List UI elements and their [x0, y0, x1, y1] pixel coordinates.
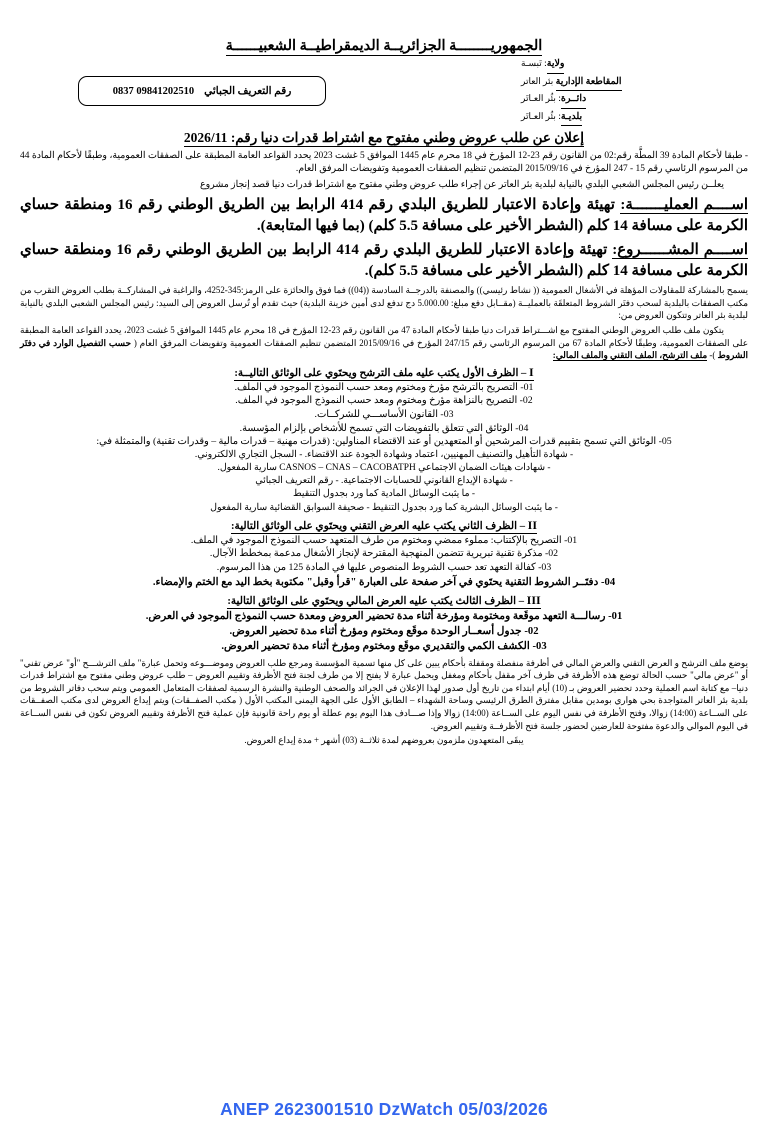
- list-item: 01- التصريح بالإكتتاب: مملوء ممضي ومختوم من طرف المتعهد حسب النموذج الموجود في الملف.: [190, 534, 578, 546]
- envelope-3-heading: [20, 593, 748, 608]
- list-item: 02- مذكرة تقنية تبريرية تتضمن المنهجية المقترحة لإنجاز الأشغال مدعمة بمخطط الآجال.: [209, 548, 559, 560]
- admin-sep-wilaya: :: [544, 59, 547, 69]
- list-item: 01- التصريح بالترشح مؤرخ ومختوم ومعد حسب النموذج الموجود في الملف.: [234, 381, 534, 393]
- list-item: 03- الكشف الكمي والتقديري موقَع ومختوم ومؤرخ أثناء مدة تحضير العروض.: [221, 640, 547, 652]
- envelope-2-document-list: [20, 534, 748, 590]
- envelope-3-roman: III: [526, 592, 541, 607]
- admin-key-daira: دائــرة: [561, 92, 586, 109]
- tax-id-label: رقم التعريف الجبائي: [204, 86, 292, 97]
- admin-line-wilaya: [521, 56, 736, 74]
- eligibility-paragraph: يسمح بالمشاركة للمقاولات المؤهلة في الأشغال العمومية (( نشاط رئيسي)) والمصنفة بالدرجــة السادسة ((04)) فما فوق والحائزة على الرمز:345-4252، والراغبة في المشاركــة بطلب العروض التقرب من مكتب الصفقات بالبلدية لسحب دفتَر الشروط المتعلقَة بالعمليــة (مقــابل دفع مبلغ: 5.000.00 دج تدفع لدى أمين خزينة البلدية) حيث تقدم أو تُرسل العروض إلى السيد: رئيس المجلس الشعبي البلدي بالنيابة لبلدية بئر العاتر وتتكون العروض من:: [20, 285, 749, 321]
- admin-line-daira: [521, 91, 736, 109]
- submission-instructions-paragraph: يوضع ملف الترشح و العرض التقني والعرض المالي في أظرفة منفصلة ومقفلة بأحكام يبين على كل منها تسمية المؤسسة ومرجع طلب العروض وموضـــوعه وتحمل عبارة" ملف الترشـــح "أو" عرض تقني" أو "عرض مالي" حسب الحالة توضع هذه الأظرفة في ظرف آخر مقفل بأحكام ومغفل ويحمل عبارة لا يفتح إلا من طرف لجنة فتح الأظرفة وتقييم العروض – طلب عروض وطني مفتوح مع اشتراط قدرات دنيا– مع كتابة اسم العملية وحدد تحضير العروض بـ (10) أيام ابتداء من تاريخ أول صدور لهذا الإعلان في الجرائد والصحف الوطنية والنشرة الرسمية لصفقات المتعامل العمومي ويتم سحب دفاتر الشروط من بلدية بئر العاتر المتواجدة بحي هواري بومدين مقابل مفترق الطرق الرئيسي وساحة الشهداء – الطابق الأول على الجهة اليمنى المكتب الأول ( مكتب الصفــقات) ويتم إيداع العروض لدى مكتب الصفــقات على الســاعة (14:00) زوالا، وفتح الأظرفة في نفس اليوم على الســاعة (14:00) زوالا وإذا صـــادف هذا اليوم يوم عطلة أو يوم راحة قانونية فإن عملية فتح الأظرفة وتقييم العروض تكون في نفس الســاعة في اليوم الموالي والدعوة مفتوحة للعارضين لحضور جلسة فتح الأظرفــة وتقييم العروض.: [20, 657, 749, 731]
- list-item: 03- كفالة التعهد تعد حسب الشروط المنصوص عليها في المادة 125 من هذا المرسوم.: [216, 561, 552, 573]
- announcement-headline: [20, 130, 748, 146]
- operation-name-label: اســــم العمليـــــــة:: [620, 197, 748, 214]
- list-item: - شهادات هيئات الضمان الاجتماعي CASNOS – CNAS – CACOBATPH سارية المفعول.: [217, 462, 551, 473]
- operation-name-text: تهيئة وإعادة الاعتبار للطريق البلدي رقم 414 الرابط بين الطريق الوطني رقم 16 ومنطقة حساي الكرمة على مسافة 14 كلم (الشطر الأخير على مسافة 5.5 كلم) (بما فيها المتابعة).: [20, 197, 748, 235]
- tax-id-number: 09841202510 0837: [112, 85, 195, 97]
- envelope-2-roman: II: [527, 517, 537, 532]
- list-item: 01- رسالـــة التعهد موقَعة ومختومة ومؤرخة أثناء مدة تحضير العروض ومعدة حسب النموذج الموجود في العرض.: [145, 610, 623, 622]
- admin-value-district: بئر العاتر: [521, 75, 554, 86]
- republic-title-text: الجمهوريــــــــة الجزائريــة الديمقراطيــة الشعبيــــــة: [225, 38, 543, 54]
- envelope-2-heading: [20, 518, 748, 533]
- admin-key-baladia: بلديـة: [561, 110, 582, 127]
- envelope-1-roman: I: [529, 364, 534, 379]
- admin-line-district: [521, 74, 736, 92]
- anep-footer: [0, 1099, 768, 1120]
- list-item: 04- دفتَــر الشروط التقنية يحتَوي في آخر صفحة على العبارة "قرأ وقبل" مكتوبة بخط اليد مع الختم والإمضاء.: [152, 576, 616, 588]
- envelope-1-title: – الظرف الأول يكتب عليه ملف الترشح ويحتَوي على الوثائق التاليــة:: [234, 367, 527, 379]
- envelope-3-title: – الظرف الثالث يكتب عليه العرض المالي ويحتَوي على الوثائق التالية:: [227, 595, 524, 607]
- project-name-paragraph: [20, 240, 748, 282]
- list-item: - ما يثبت الوسائل البشرية كما ورد بجدول التنقيط - صحيفة السوابق القضائية سارية المفعول: [210, 502, 558, 513]
- announcement-paragraph: يعلــن رئيس المجلس الشعبي البلدي بالنيابة لبلدية بئر العاتر عن إجراء طلب عروض وطني مفتوح مع اشتراط قدرات دنيا قصد إنجاز مشروع: [200, 179, 724, 190]
- admin-key-district: المقاطعة الإدارية: [556, 75, 622, 92]
- republic-title: [20, 38, 748, 55]
- envelope-1-heading: [20, 365, 748, 380]
- list-item: - شهادة التأهيل والتصنيف المهنيين، اعتماد وشهادة الجودة عند الاقتضاء. - السجل التجاري الالكتروني.: [194, 449, 574, 460]
- admin-value-daira: بئُر العـاتَر: [521, 93, 556, 103]
- project-name-label: اســــم المشــــــروع:: [612, 242, 749, 259]
- anep-footer-text: ANEP 2623001510 DzWatch 05/03/2026: [220, 1099, 548, 1119]
- admin-value-baladia: بئُر العـاتَر: [521, 110, 556, 121]
- document-header: [20, 0, 748, 122]
- file-composition-paragraph: [20, 324, 748, 362]
- admin-key-wilaya: ولاية: [547, 57, 565, 74]
- list-item: 02- جدول أسعــار الوحدة موقَع ومختوم ومؤرخ أثناء مدة تحضير العروض.: [229, 625, 539, 637]
- announcement-headline-text: إعلان عن طلب عروض وطني مفتوح مع اشتراط قدرات دنيا رقم: 2026/11: [183, 130, 585, 145]
- composition-file-types: ملف الترشح، الملف التقني والملف المالي:: [552, 350, 708, 361]
- list-item: 03- القانون الأساســـي للشركــات.: [314, 408, 454, 420]
- project-name-text: تهيئة وإعادة الاعتبار للطريق البلدي رقم 414 الرابط بين الطريق الوطني رقم 16 ومنطقة حساي الكرمة على مسافة 14 كلم (الشطر الأخير على مسافة 5.5 كلم).: [20, 242, 748, 280]
- list-item: - ما يثبت الوسائل المادية كما ورد بجدول التنقيط: [293, 489, 475, 500]
- composition-bold-reference: حسب التفصيل الوارد في دفتَر الشروط: [20, 337, 748, 361]
- composition-text-before: يتكون ملف طلب العروض الوطني المفتوح مع اشـــتراط قدرات دنيا طبقا لأحكام المادة 47 من القانون رقم 23-12 المؤرخ في 18 محرم عام 1445 الموافق 5 غشت 2023، يحدد القواعد العامة المطبقة على الصفقات العمومية، وطبقًا لأحكام المادة 67 من المرسوم الرئاسي رقم 247/15 المؤرخ في 2015/09/16 المتضمن تنظيم الصفقات العمومية وتفويضات المرفق العام (: [20, 325, 749, 348]
- admin-line-baladia: [521, 109, 736, 127]
- admin-value-wilaya: تَبسـة: [521, 58, 542, 68]
- envelope-2-title: – الظرف الثاني يكتب عليه العرض التقني ويحتَوي على الوثائق التالية:: [231, 520, 525, 532]
- composition-text-mid: )-: [707, 350, 718, 361]
- admin-sep-daira: :: [558, 94, 561, 104]
- list-item: 02- التصريح بالنزاهة مؤرخ ومختوم ومعد حسب النموذج الموجود في الملف.: [235, 395, 533, 407]
- list-item: - شهادة الإيداع القانوني للحسابات الاجتماعية. - رقم التعريف الجبائي: [255, 476, 513, 487]
- tax-identification-box: [78, 76, 326, 106]
- envelope-1-document-list: [20, 381, 748, 515]
- admin-sep-baladia: :: [558, 111, 561, 122]
- envelope-3-document-list: [20, 609, 748, 654]
- admin-identity-block: [521, 56, 736, 126]
- operation-name-paragraph: [20, 195, 748, 237]
- legal-basis-paragraph: - طبقا لأحكام المادة 39 المطَّة رقم:02 من القانون رقم 23-12 المؤرخ في 18 محرم عام 1445 الموافق 5 غشت 2023 يحدد القواعد العامة المطبقة على الصفقات العمومية، وطبقًا لأحكام المادة 44 من المرسوم الرئاسي رقم 15 - 247 المؤرخ في 2015/09/16 المتضمن تنظيم الصفقات العمومية وتفويضات المرفق العام.: [20, 151, 748, 175]
- closing-section: [20, 657, 748, 747]
- list-item: 04- الوثائق التي تتعلق بالتفويضات التي تسمح للأشخاص بإلزام المؤسسة.: [239, 422, 529, 434]
- offer-validity-paragraph: يبقَى المتعهدون ملزمون بعروضهم لمدة ثلاثــة (03) أشهر + مدة إيداع العروض.: [244, 735, 524, 746]
- list-item: 05- الوثائق التي تسمح بتقييم قدرات المرشحين أو المتعهدين أو عند الاقتضاء المناولين: (قدرات مهنية – قدرات مالية – وقدرات تقنية) والمتمثلة في:: [96, 436, 672, 448]
